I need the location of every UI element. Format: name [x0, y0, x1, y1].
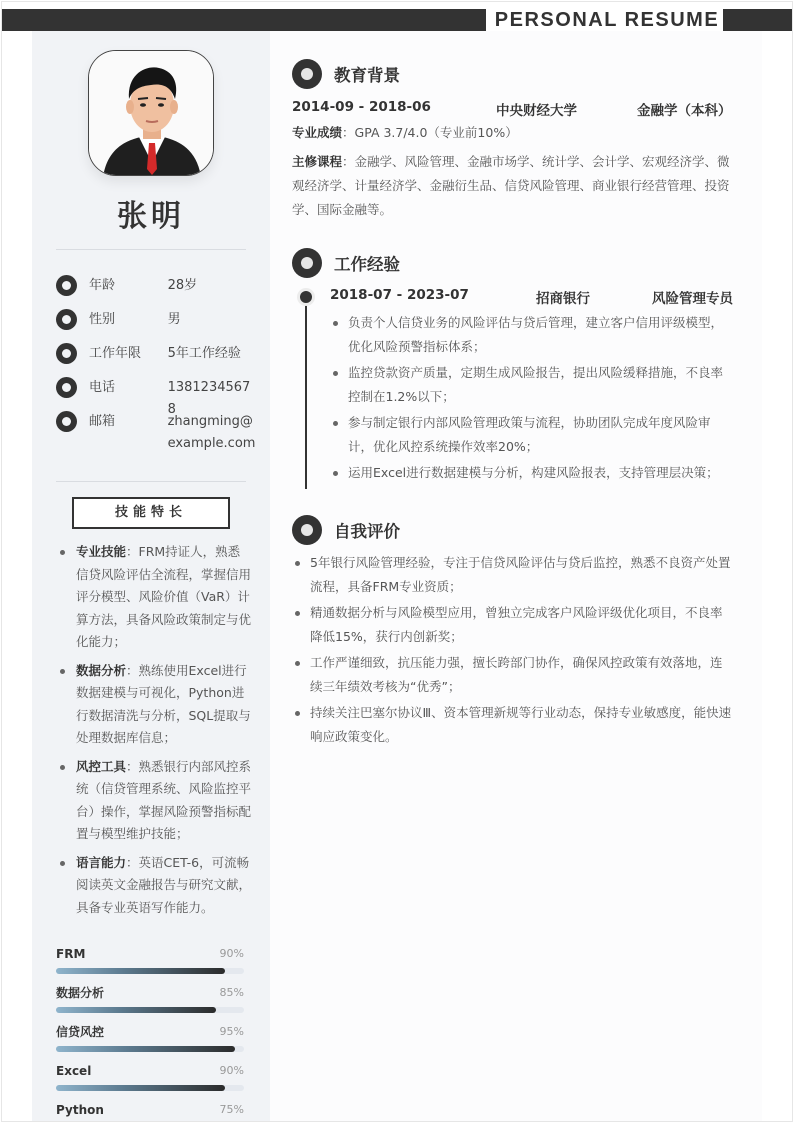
skill-text: ：熟练使用Excel进行数据建模与可视化，Python进行数据清洗与分析，SQL提取与处理数据库信息； [76, 662, 251, 745]
experience-item: 参与制定银行内部风险管理政策与流程，协助团队完成年度风险审计，优化风控系统操作效率20%； [330, 411, 730, 459]
profile-name: 张明 [117, 199, 185, 234]
bar-percent: 95% [219, 1025, 244, 1038]
info-label: 年龄 [89, 278, 116, 293]
experience-header [330, 287, 740, 307]
evaluation-list [292, 551, 732, 751]
evaluation-item: 5年银行风险管理经验，专注于信贷风险评估与贷后监控，熟悉不良资产处置流程，具备FRM专业资质； [292, 551, 732, 599]
experience-position: 风险管理专员 [652, 291, 733, 307]
skill-text: ：FRM持证人，熟悉信贷风险评估全流程，掌握信用评分模型、风险价值（VaR）计算方法，具备风险政策制定与优化能力； [76, 544, 252, 649]
progress-fill [56, 968, 225, 974]
skill-item [56, 660, 252, 750]
avatar [88, 50, 214, 176]
ring-bullet-icon [292, 515, 322, 545]
progress-fill [56, 1085, 225, 1091]
info-row-age [56, 275, 256, 309]
info-row-phone [56, 377, 256, 417]
skill-bar-data-analysis [56, 984, 244, 1023]
header-bar-left [2, 9, 486, 31]
info-label: 邮箱 [89, 414, 116, 429]
skill-item [56, 852, 252, 920]
experience-item: 负责个人信贷业务的风险评估与贷后管理，建立客户信用评级模型，优化风险预警指标体系； [330, 311, 730, 359]
phone-value[interactable]: 13812345678 [167, 380, 251, 417]
info-value: 男 [167, 312, 181, 327]
ring-bullet-icon [56, 309, 77, 330]
info-row-gender [56, 309, 256, 343]
email-value[interactable]: zhangming@example.com [167, 414, 256, 451]
header-bar-right [723, 9, 793, 31]
experience-item: 监控贷款资产质量，定期生成风险报告，提出风险缓释措施，不良率控制在1.2%以下； [330, 361, 730, 409]
education-gpa [292, 121, 732, 145]
bar-percent: 75% [219, 1103, 244, 1116]
bar-percent: 90% [219, 1064, 244, 1077]
skill-label: 风控工具 [76, 758, 127, 774]
experience-list [330, 311, 730, 487]
experience-period: 2018-07 - 2023-07 [330, 287, 469, 303]
ring-bullet-icon [56, 411, 77, 432]
skill-bar-excel [56, 1062, 244, 1101]
bar-name: 信贷风控 [56, 1025, 105, 1039]
section-education-title [292, 59, 400, 89]
progress-track [56, 1046, 244, 1052]
education-school: 中央财经大学 [496, 103, 577, 119]
progress-fill [56, 1007, 216, 1013]
skill-label: 语言能力 [76, 854, 127, 870]
avatar-portrait-icon [89, 51, 214, 176]
skill-text: ：英语CET-6，可流畅阅读英文金融报告与研究文献，具备专业英语写作能力。 [76, 854, 252, 915]
education-header [292, 99, 732, 119]
evaluation-item: 工作严谨细致，抗压能力强，擅长跨部门协作，确保风控政策有效落地，连续三年绩效考核为“优秀”； [292, 651, 732, 699]
progress-track [56, 1007, 244, 1013]
info-label: 工作年限 [89, 346, 142, 361]
education-period: 2014-09 - 2018-06 [292, 99, 431, 115]
bar-name: 数据分析 [56, 986, 105, 1000]
ring-bullet-icon [56, 343, 77, 364]
section-evaluation-title [292, 515, 400, 545]
bar-percent: 85% [219, 986, 244, 999]
ring-bullet-icon [292, 248, 322, 278]
divider [56, 481, 246, 482]
info-row-experience-years [56, 343, 256, 377]
progress-track [56, 968, 244, 974]
right-margin [762, 31, 793, 1122]
bar-name: Python [56, 1103, 104, 1117]
divider [56, 249, 246, 250]
sidebar [32, 31, 270, 1122]
courses-text: ：金融学、风险管理、金融市场学、统计学、会计学、宏观经济学、微观经济学、计量经济学、金融衍生品、信贷风险管理、商业银行经营管理、投资学、国际金融等。 [292, 154, 730, 217]
skill-bar-python [56, 1101, 244, 1122]
education-major: 金融学（本科） [637, 103, 732, 119]
personal-info-list [56, 275, 256, 463]
main-content [270, 31, 762, 1122]
skill-text: ：熟悉银行内部风控系统（信贷管理系统、风险监控平台）操作，掌握风险预警指标配置与模型维护技能； [76, 758, 252, 841]
gpa-text: ：GPA 3.7/4.0（专业前10%） [342, 125, 518, 140]
section-label: 自我评价 [334, 522, 400, 541]
progress-track [56, 1085, 244, 1091]
evaluation-item: 精通数据分析与风险模型应用，曾独立完成客户风险评级优化项目，不良率降低15%，获行内创新奖； [292, 601, 732, 649]
experience-item: 运用Excel进行数据建模与分析，构建风险报表，支持管理层决策； [330, 461, 730, 485]
skill-label: 专业技能 [76, 544, 127, 559]
info-value: 28岁 [167, 278, 198, 293]
bar-name: FRM [56, 947, 86, 961]
evaluation-item: 持续关注巴塞尔协议Ⅲ、资本管理新规等行业动态，保持专业敏感度，能快速响应政策变化。 [292, 701, 732, 749]
skills-heading: 技能特长 [72, 497, 230, 529]
info-label: 性别 [89, 312, 116, 327]
progress-fill [56, 1046, 235, 1052]
skill-bar-credit-risk [56, 1023, 244, 1062]
info-label: 电话 [89, 380, 116, 395]
resume-title: PERSONAL RESUME [494, 9, 720, 31]
courses-label: 主修课程 [292, 154, 343, 169]
info-value: 5年工作经验 [167, 346, 241, 361]
skill-label: 数据分析 [76, 662, 127, 678]
timeline-dot-icon [300, 291, 312, 303]
section-label: 教育背景 [334, 66, 400, 85]
experience-company: 招商银行 [536, 291, 590, 307]
info-row-email [56, 411, 256, 463]
bar-name: Excel [56, 1064, 92, 1078]
gpa-label: 专业成绩 [292, 125, 343, 140]
ring-bullet-icon [56, 377, 77, 398]
ring-bullet-icon [56, 275, 77, 296]
bar-percent: 90% [219, 947, 244, 960]
skill-bar-frm [56, 945, 244, 984]
skill-item [56, 756, 252, 846]
skill-item [56, 541, 252, 654]
skill-list [56, 541, 252, 925]
section-experience-title [292, 248, 400, 278]
resume-page [1, 1, 793, 1122]
ring-bullet-icon [292, 59, 322, 89]
education-courses [292, 150, 732, 222]
timeline-line [305, 296, 307, 489]
section-label: 工作经验 [334, 255, 400, 274]
skill-bars [56, 945, 244, 1122]
